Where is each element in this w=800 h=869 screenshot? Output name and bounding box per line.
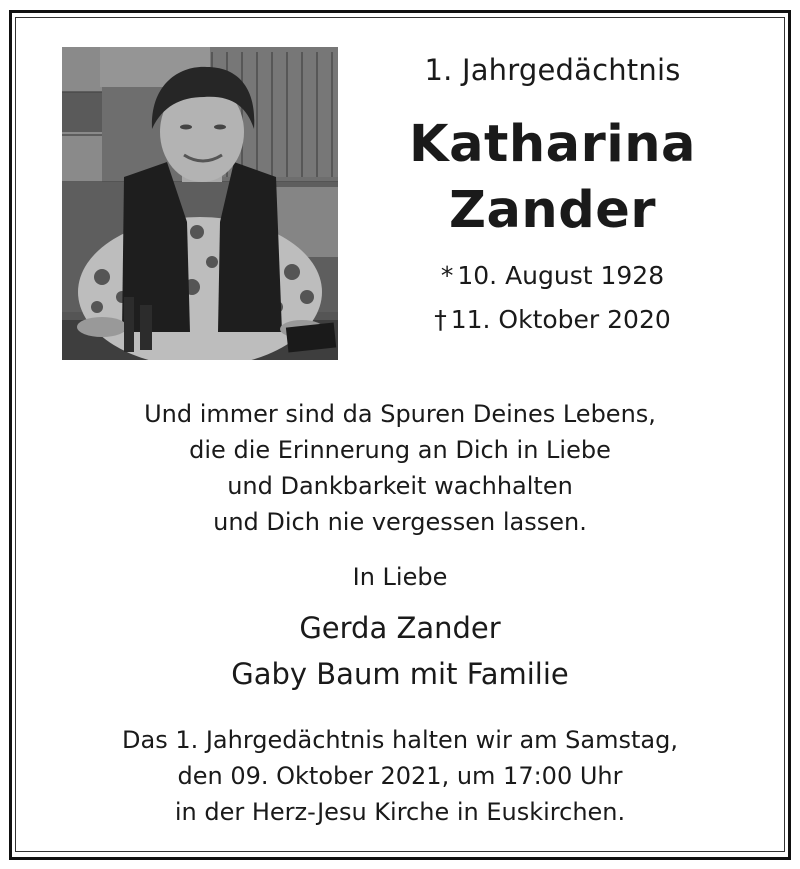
memorial-subtitle: 1. Jahrgedächtnis	[424, 53, 681, 87]
family-name: Gaby Baum mit Familie	[231, 657, 569, 691]
birth-date-row	[355, 254, 750, 298]
portrait-photo	[62, 47, 338, 360]
signoff: In Liebe	[352, 563, 448, 591]
birth-date: 10. August 1928	[457, 261, 665, 290]
poem-line: und Dich nie vergessen lassen.	[213, 508, 587, 536]
poem	[40, 396, 760, 540]
deceased-name	[355, 112, 750, 244]
notice-line: den 09. Oktober 2021, um 17:00 Uhr	[177, 762, 623, 790]
family-names	[40, 605, 760, 697]
poem-line: und Dankbarkeit wachhalten	[227, 472, 573, 500]
header	[355, 48, 750, 342]
notice-line: in der Herz-Jesu Kirche in Euskirchen.	[174, 798, 626, 826]
family-name: Gerda Zander	[299, 611, 501, 645]
death-symbol: †	[434, 305, 447, 334]
first-name: Katharina	[409, 115, 696, 174]
death-date-row	[355, 298, 750, 342]
notice-line: Das 1. Jahrgedächtnis halten wir am Samstag,	[122, 726, 678, 754]
service-notice	[40, 722, 760, 830]
poem-line: Und immer sind da Spuren Deines Lebens,	[144, 400, 656, 428]
birth-symbol: *	[440, 261, 454, 290]
last-name: Zander	[449, 181, 656, 240]
death-date: 11. Oktober 2020	[450, 305, 671, 334]
life-dates	[355, 254, 750, 342]
poem-line: die die Erinnerung an Dich in Liebe	[189, 436, 611, 464]
